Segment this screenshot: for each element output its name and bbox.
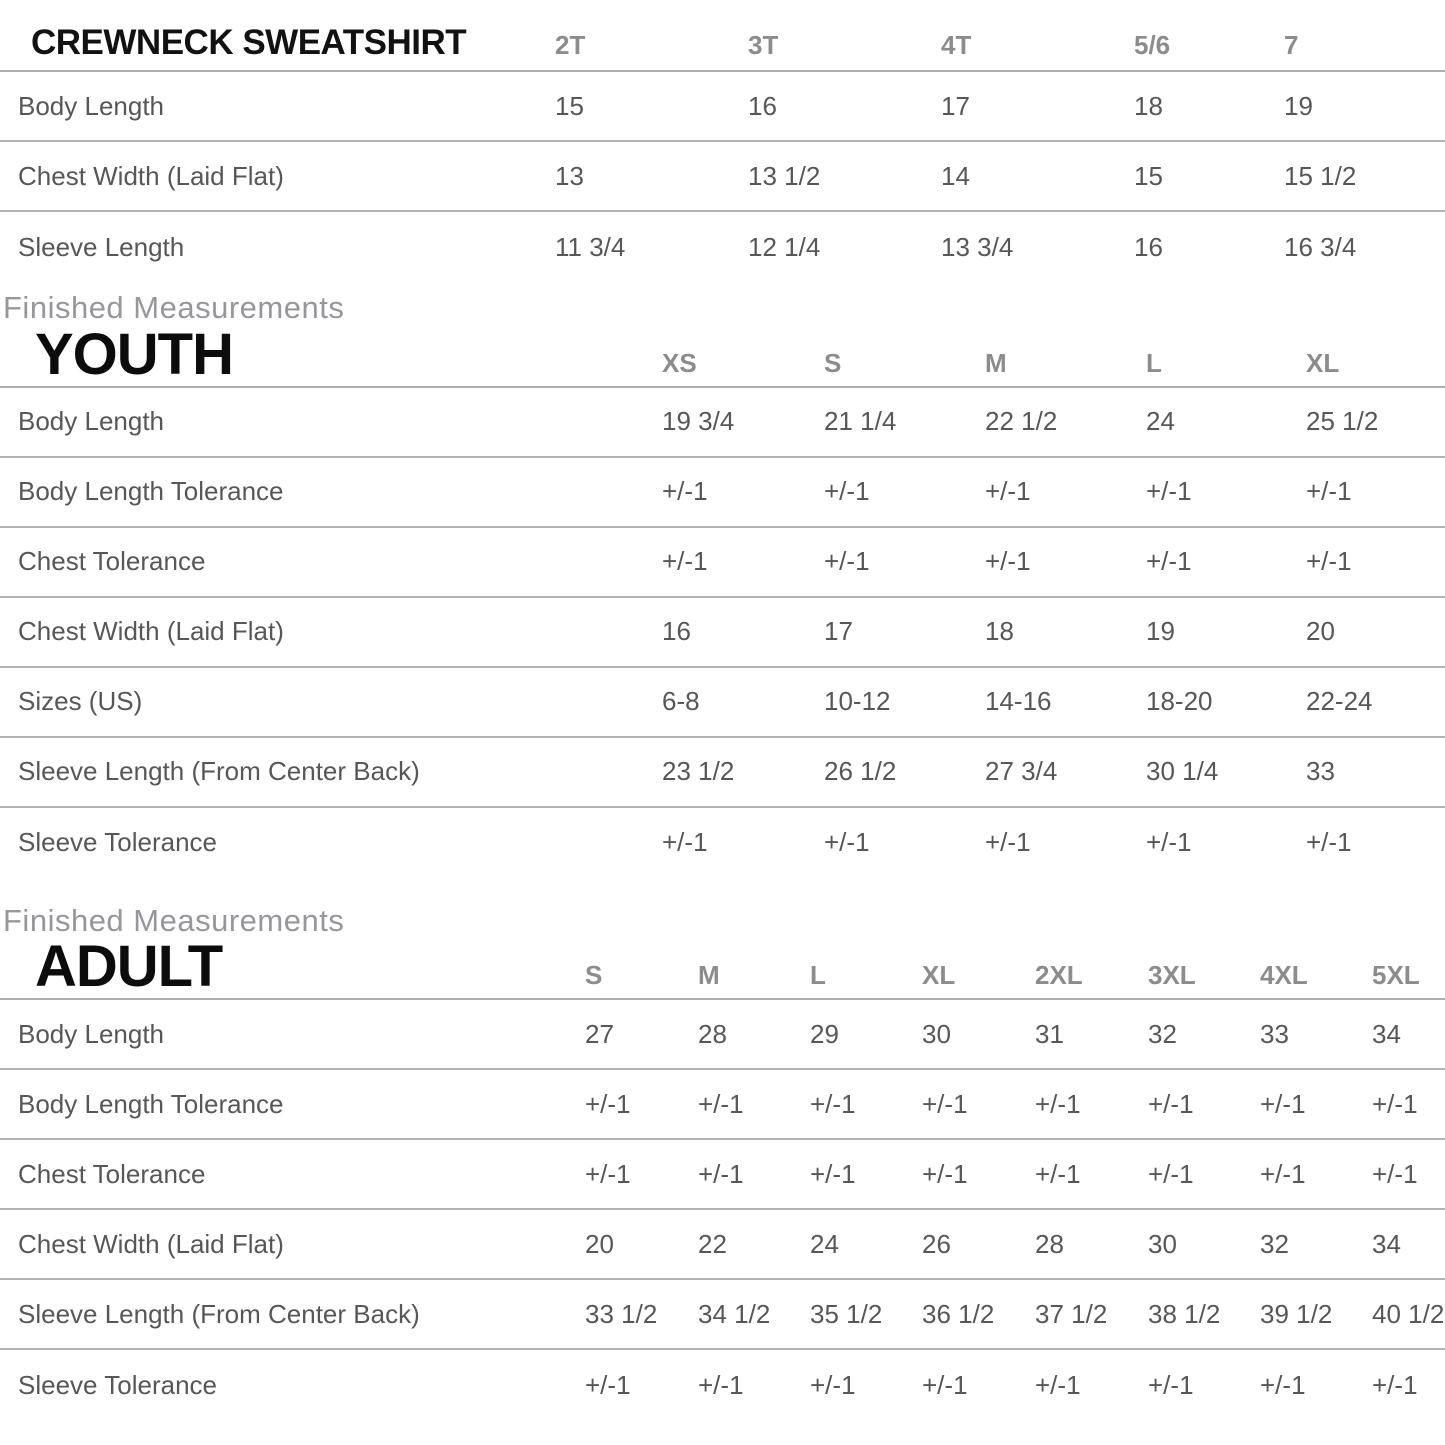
adult-size-table: [0, 903, 1445, 1421]
row-label: Sleeve Length: [18, 231, 185, 262]
table-cell: 35 1/2: [810, 1298, 883, 1329]
table-row: [0, 1280, 1445, 1350]
table-row: [0, 528, 1445, 598]
table-cell: 16 3/4: [1284, 231, 1357, 262]
table-cell: 23 1/2: [662, 756, 735, 787]
table-cell: 38 1/2: [1148, 1298, 1221, 1329]
table-cell: +/-1: [1372, 1158, 1418, 1189]
table-cell: +/-1: [662, 476, 708, 507]
adult-table-header-row: [0, 934, 1445, 1000]
table-cell: +/-1: [1148, 1369, 1194, 1400]
toddler-column-header-2t: 2T: [555, 30, 586, 60]
table-cell: +/-1: [662, 546, 708, 577]
table-cell: 36 1/2: [922, 1298, 995, 1329]
table-cell: 12 1/4: [748, 231, 821, 262]
table-cell: +/-1: [1146, 476, 1192, 507]
row-label: Chest Width (Laid Flat): [18, 160, 284, 191]
table-cell: +/-1: [1146, 827, 1192, 858]
table-cell: 25 1/2: [1306, 406, 1379, 437]
adult-column-header-s: S: [585, 960, 603, 991]
table-row: [0, 1070, 1445, 1140]
table-cell: 33: [1260, 1018, 1289, 1049]
table-cell: 39 1/2: [1260, 1298, 1333, 1329]
row-label: Chest Tolerance: [18, 1158, 206, 1189]
table-cell: 22 1/2: [985, 406, 1058, 437]
table-cell: 15: [1134, 160, 1163, 191]
table-cell: 14-16: [985, 686, 1052, 717]
table-cell: +/-1: [1260, 1369, 1306, 1400]
table-cell: 18-20: [1146, 686, 1213, 717]
table-cell: +/-1: [1260, 1158, 1306, 1189]
finished-measurements-label-youth: Finished Measurements: [3, 290, 345, 325]
table-cell: +/-1: [1372, 1369, 1418, 1400]
row-label: Chest Width (Laid Flat): [18, 1228, 284, 1259]
adult-column-header-3xl: 3XL: [1148, 960, 1196, 991]
table-cell: +/-1: [985, 476, 1031, 507]
table-cell: 16: [748, 90, 777, 121]
table-cell: +/-1: [1146, 546, 1192, 577]
table-cell: 29: [810, 1018, 839, 1049]
table-cell: 19: [1284, 90, 1313, 121]
table-cell: +/-1: [810, 1088, 856, 1119]
table-cell: 17: [941, 90, 970, 121]
table-cell: +/-1: [698, 1158, 744, 1189]
table-cell: 19 3/4: [662, 406, 735, 437]
table-cell: 15: [555, 90, 584, 121]
table-cell: +/-1: [922, 1088, 968, 1119]
table-cell: 13 1/2: [748, 160, 821, 191]
table-cell: 37 1/2: [1035, 1298, 1108, 1329]
row-label: Sleeve Length (From Center Back): [18, 756, 420, 787]
toddler-column-header-7: 7: [1284, 30, 1299, 60]
table-row: [0, 212, 1445, 282]
toddler-column-header-4t: 4T: [941, 30, 972, 60]
table-cell: +/-1: [1306, 827, 1352, 858]
table-cell: +/-1: [824, 827, 870, 858]
table-cell: 20: [585, 1228, 614, 1259]
adult-column-header-m: M: [698, 960, 720, 991]
row-label: Body Length: [18, 90, 165, 121]
table-cell: +/-1: [662, 827, 708, 858]
table-row: [0, 388, 1445, 458]
table-cell: 24: [1146, 406, 1175, 437]
row-label: Body Length: [18, 1018, 165, 1049]
toddler-table-title: CREWNECK SWEATSHIRT: [31, 23, 467, 62]
row-label: Sizes (US): [18, 686, 143, 717]
table-cell: 19: [1146, 616, 1175, 647]
table-cell: +/-1: [585, 1369, 631, 1400]
row-label: Body Length Tolerance: [18, 1088, 284, 1119]
row-label: Sleeve Tolerance: [18, 827, 217, 858]
table-cell: +/-1: [1306, 476, 1352, 507]
finished-measurements-label-adult: Finished Measurements: [3, 902, 345, 938]
adult-section-title: ADULT: [35, 934, 223, 1000]
youth-column-header-l: L: [1146, 347, 1162, 378]
table-cell: 27: [585, 1018, 614, 1049]
table-cell: 11 3/4: [555, 231, 626, 262]
table-cell: +/-1: [1148, 1088, 1194, 1119]
table-cell: 16: [662, 616, 691, 647]
youth-column-header-xs: XS: [662, 347, 697, 378]
table-row: [0, 142, 1445, 212]
toddler-column-header-3t: 3T: [748, 30, 779, 60]
toddler-table-header-row: [0, 12, 1445, 72]
table-cell: +/-1: [824, 546, 870, 577]
table-cell: +/-1: [1372, 1088, 1418, 1119]
table-cell: 34: [1372, 1228, 1401, 1259]
table-row: [0, 72, 1445, 142]
table-cell: +/-1: [585, 1158, 631, 1189]
row-label: Body Length: [18, 406, 165, 437]
table-cell: 32: [1148, 1018, 1177, 1049]
table-cell: 16: [1134, 231, 1163, 262]
table-cell: +/-1: [985, 546, 1031, 577]
table-cell: +/-1: [810, 1369, 856, 1400]
adult-column-header-xl: XL: [922, 960, 956, 991]
table-row: [0, 458, 1445, 528]
table-cell: 13: [555, 160, 584, 191]
table-cell: 6-8: [662, 686, 700, 717]
table-cell: +/-1: [1306, 546, 1352, 577]
table-cell: 28: [1035, 1228, 1064, 1259]
table-cell: +/-1: [1035, 1369, 1081, 1400]
table-cell: 18: [1134, 90, 1163, 121]
youth-column-header-s: S: [824, 347, 842, 378]
table-cell: +/-1: [1260, 1088, 1306, 1119]
table-cell: 33: [1306, 756, 1335, 787]
youth-table-header-row: [0, 321, 1445, 388]
row-label: Chest Tolerance: [18, 546, 206, 577]
table-cell: 40 1/2: [1372, 1298, 1445, 1329]
table-cell: 28: [698, 1018, 727, 1049]
table-cell: +/-1: [585, 1088, 631, 1119]
table-cell: 18: [985, 616, 1014, 647]
table-cell: 10-12: [824, 686, 891, 717]
adult-column-header-2xl: 2XL: [1035, 960, 1083, 991]
adult-column-header-4xl: 4XL: [1260, 960, 1308, 991]
toddler-table-body: [0, 72, 1445, 282]
table-row: [0, 598, 1445, 668]
table-cell: 34: [1372, 1018, 1401, 1049]
table-row: [0, 1000, 1445, 1070]
table-cell: +/-1: [1035, 1088, 1081, 1119]
adult-table-body: [0, 1000, 1445, 1420]
table-row: [0, 1140, 1445, 1210]
table-cell: 20: [1306, 616, 1335, 647]
table-cell: +/-1: [698, 1088, 744, 1119]
table-cell: +/-1: [1035, 1158, 1081, 1189]
table-cell: 21 1/4: [824, 406, 897, 437]
adult-column-header-l: L: [810, 960, 826, 991]
table-cell: 34 1/2: [698, 1298, 771, 1329]
table-row: [0, 808, 1445, 878]
table-row: [0, 738, 1445, 808]
table-cell: 24: [810, 1228, 839, 1259]
table-cell: 26 1/2: [824, 756, 897, 787]
table-cell: 30: [922, 1018, 951, 1049]
table-cell: 33 1/2: [585, 1298, 658, 1329]
table-cell: 17: [824, 616, 853, 647]
toddler-size-table: [0, 12, 1445, 282]
table-cell: +/-1: [922, 1369, 968, 1400]
table-cell: 27 3/4: [985, 756, 1058, 787]
table-cell: +/-1: [698, 1369, 744, 1400]
youth-column-header-xl: XL: [1306, 347, 1340, 378]
table-cell: 31: [1035, 1018, 1064, 1049]
youth-section-title: YOUTH: [35, 321, 233, 387]
table-cell: 14: [941, 160, 970, 191]
table-row: [0, 1210, 1445, 1280]
table-cell: 22: [698, 1228, 727, 1259]
table-row: [0, 1350, 1445, 1420]
table-cell: 32: [1260, 1228, 1289, 1259]
table-cell: 22-24: [1306, 686, 1373, 717]
table-cell: +/-1: [922, 1158, 968, 1189]
row-label: Body Length Tolerance: [18, 476, 284, 507]
table-cell: +/-1: [1148, 1158, 1194, 1189]
table-cell: 15 1/2: [1284, 160, 1357, 191]
table-cell: +/-1: [824, 476, 870, 507]
table-cell: 13 3/4: [941, 231, 1014, 262]
youth-size-table: [0, 290, 1445, 878]
row-label: Sleeve Tolerance: [18, 1369, 217, 1400]
row-label: Chest Width (Laid Flat): [18, 616, 284, 647]
table-cell: 30 1/4: [1146, 756, 1219, 787]
table-cell: 30: [1148, 1228, 1177, 1259]
adult-column-header-5xl: 5XL: [1372, 960, 1420, 991]
table-row: [0, 668, 1445, 738]
table-cell: 26: [922, 1228, 951, 1259]
toddler-column-header-5-6: 5/6: [1134, 30, 1171, 60]
table-cell: +/-1: [985, 827, 1031, 858]
table-cell: +/-1: [810, 1158, 856, 1189]
youth-table-body: [0, 388, 1445, 878]
row-label: Sleeve Length (From Center Back): [18, 1298, 420, 1329]
youth-column-header-m: M: [985, 347, 1007, 378]
